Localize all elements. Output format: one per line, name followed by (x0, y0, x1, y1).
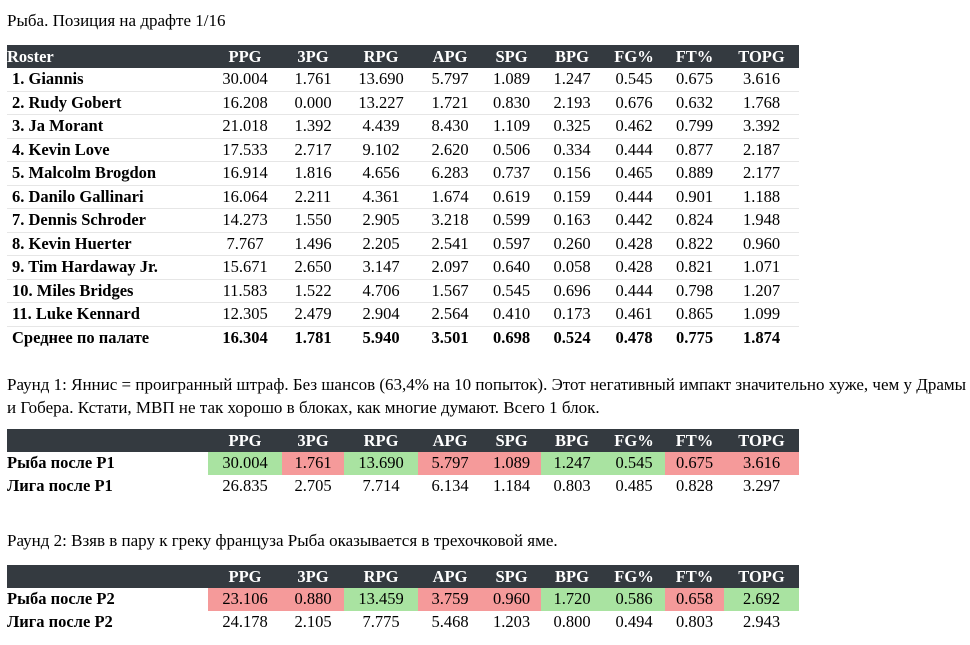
stat-cell: 2.564 (418, 303, 482, 327)
stat-cell: 3.616 (724, 68, 799, 91)
team-label: Рыба после Р1 (7, 453, 115, 472)
stat-cell: 1.874 (742, 327, 781, 347)
stat-cell: 4.706 (344, 279, 418, 303)
stat-cell: 0.442 (603, 209, 665, 233)
player-name: 6. Danilo Gallinari (7, 185, 208, 209)
stat-cell: 16.914 (208, 162, 282, 186)
stat-cell: 0.444 (603, 185, 665, 209)
stat-cell: 1.550 (282, 209, 344, 233)
stat-cell: 0.698 (492, 327, 531, 347)
stat-cell: 0.640 (482, 256, 541, 280)
stat-cell: 1.567 (418, 279, 482, 303)
stat-cell: 0.156 (541, 162, 603, 186)
stat-cell: 0.632 (665, 91, 724, 115)
stat-cell: 1.721 (418, 91, 482, 115)
stat-cell: 3.218 (418, 209, 482, 233)
stat-cell: 1.720 (541, 588, 603, 611)
player-name: 10. Miles Bridges (7, 279, 208, 303)
stat-cell: 0.334 (541, 138, 603, 162)
stat-cell: 1.203 (492, 611, 531, 631)
stat-cell: 0.877 (665, 138, 724, 162)
stat-cell: 0.675 (665, 452, 724, 475)
col-header: TOPG (724, 429, 799, 452)
stat-cell: 0.799 (665, 115, 724, 139)
stat-cell: 13.227 (344, 91, 418, 115)
stat-cell: 0.444 (603, 279, 665, 303)
col-header: APG (418, 565, 482, 588)
stat-cell: 3.297 (742, 475, 781, 495)
stat-cell: 30.004 (208, 68, 282, 91)
stat-cell: 16.304 (222, 327, 268, 347)
stat-cell: 5.797 (418, 452, 482, 475)
col-header: FT% (665, 565, 724, 588)
stat-cell: 2.205 (344, 232, 418, 256)
stat-cell: 2.479 (282, 303, 344, 327)
league-label: Лига после Р1 (7, 475, 113, 495)
col-header: FG% (603, 429, 665, 452)
round1-header-row (7, 429, 799, 452)
player-name: 9. Tim Hardaway Jr. (7, 256, 208, 280)
col-header: FG% (603, 565, 665, 588)
stat-cell: 0.163 (541, 209, 603, 233)
team-label: Рыба после Р2 (7, 589, 115, 608)
col-header: RPG (344, 45, 418, 68)
stat-cell: 3.759 (418, 588, 482, 611)
stat-cell: 2.692 (724, 588, 799, 611)
stat-cell: 0.410 (482, 303, 541, 327)
stat-cell: 12.305 (208, 303, 282, 327)
col-header: BPG (541, 45, 603, 68)
round2-body (7, 588, 799, 633)
table-row (7, 279, 799, 303)
stat-cell: 1.948 (724, 209, 799, 233)
stat-cell: 0.506 (482, 138, 541, 162)
stat-cell: 0.000 (282, 91, 344, 115)
player-name: 5. Malcolm Brogdon (7, 162, 208, 186)
round2-header-row (7, 565, 799, 588)
stat-cell: 0.824 (665, 209, 724, 233)
stat-cell: 1.761 (282, 68, 344, 91)
round1-table (7, 429, 799, 497)
stat-cell: 0.889 (665, 162, 724, 186)
col-header: RPG (344, 565, 418, 588)
stat-cell: 1.207 (724, 279, 799, 303)
stat-cell: 2.943 (742, 611, 781, 631)
stat-cell: 0.545 (482, 279, 541, 303)
stat-cell: 7.767 (208, 232, 282, 256)
stat-cell: 1.188 (724, 185, 799, 209)
stat-cell: 3.147 (344, 256, 418, 280)
stat-cell: 8.430 (418, 115, 482, 139)
col-header: FT% (665, 429, 724, 452)
col-header: BPG (541, 429, 603, 452)
stat-cell: 0.619 (482, 185, 541, 209)
stat-cell: 0.159 (541, 185, 603, 209)
stat-cell: 0.478 (615, 327, 653, 347)
stat-cell: 4.656 (344, 162, 418, 186)
stat-cell: 0.737 (482, 162, 541, 186)
stat-cell: 0.428 (603, 256, 665, 280)
col-header: SPG (482, 565, 541, 588)
team-row (7, 588, 799, 611)
stat-cell: 13.459 (344, 588, 418, 611)
stat-cell: 0.822 (665, 232, 724, 256)
stat-cell: 0.173 (541, 303, 603, 327)
stat-cell: 4.439 (344, 115, 418, 139)
table-row (7, 68, 799, 91)
stat-cell: 23.106 (208, 588, 282, 611)
round1-commentary: Раунд 1: Яннис = проигранный штраф. Без шансов (63,4% на 10 попыток). Этот негативный импакт значительно хуже, чем у Драмы и Гобера. Кстати, МВП не так хорошо в блоках, как многие думают. Всего 1 блок. (7, 375, 967, 417)
average-label: Среднее по палате (12, 327, 150, 347)
league-row (7, 475, 799, 498)
stat-cell: 2.650 (282, 256, 344, 280)
stat-cell: 0.901 (665, 185, 724, 209)
stat-cell: 0.658 (665, 588, 724, 611)
stat-cell: 2.105 (294, 611, 332, 631)
stat-cell: 2.905 (344, 209, 418, 233)
player-name: 3. Ja Morant (7, 115, 208, 139)
stat-cell: 14.273 (208, 209, 282, 233)
stat-cell: 2.097 (418, 256, 482, 280)
stat-cell: 0.485 (615, 475, 653, 495)
page-title: Рыба. Позиция на драфте 1/16 (7, 11, 226, 30)
stat-cell: 0.586 (603, 588, 665, 611)
stat-cell: 0.960 (482, 588, 541, 611)
stat-cell: 0.599 (482, 209, 541, 233)
player-name: 1. Giannis (7, 68, 208, 91)
stat-cell: 13.690 (344, 452, 418, 475)
stat-cell: 1.768 (724, 91, 799, 115)
table-row (7, 115, 799, 139)
col-header: FT% (665, 45, 724, 68)
stat-cell: 0.524 (553, 327, 591, 347)
round2-commentary: Раунд 2: Взяв в пару к греку француза Рыба оказывается в трехочковой яме. (7, 531, 558, 550)
stat-cell: 2.177 (724, 162, 799, 186)
stat-cell: 0.058 (541, 256, 603, 280)
stat-cell: 0.494 (615, 611, 653, 631)
stat-cell: 1.392 (282, 115, 344, 139)
stat-cell: 21.018 (208, 115, 282, 139)
stat-cell: 1.816 (282, 162, 344, 186)
stat-cell: 1.247 (541, 452, 603, 475)
table-row (7, 256, 799, 280)
col-header: Roster (7, 45, 208, 68)
stat-cell: 2.717 (282, 138, 344, 162)
round2-table (7, 565, 799, 633)
team-row (7, 452, 799, 475)
col-header: APG (418, 45, 482, 68)
stat-cell: 16.208 (208, 91, 282, 115)
stat-cell: 0.775 (675, 327, 714, 347)
col-header: PPG (208, 565, 282, 588)
stat-cell: 0.545 (603, 68, 665, 91)
col-header: SPG (482, 429, 541, 452)
roster-body (7, 68, 799, 349)
player-name: 2. Rudy Gobert (7, 91, 208, 115)
stat-cell: 2.620 (418, 138, 482, 162)
stat-cell: 0.461 (603, 303, 665, 327)
player-name: 7. Dennis Schroder (7, 209, 208, 233)
stat-cell: 0.597 (482, 232, 541, 256)
stat-cell: 0.465 (603, 162, 665, 186)
col-header: RPG (344, 429, 418, 452)
table-row (7, 232, 799, 256)
stat-cell: 0.325 (541, 115, 603, 139)
col-header: 3PG (282, 565, 344, 588)
stat-cell: 0.830 (482, 91, 541, 115)
stat-cell: 2.187 (724, 138, 799, 162)
stat-cell: 1.247 (541, 68, 603, 91)
table-row (7, 91, 799, 115)
col-header: 3PG (282, 45, 344, 68)
stat-cell: 2.193 (541, 91, 603, 115)
stat-cell: 17.533 (208, 138, 282, 162)
col-header: APG (418, 429, 482, 452)
stat-cell: 30.004 (208, 452, 282, 475)
stat-cell: 0.828 (675, 475, 714, 495)
table-row (7, 185, 799, 209)
stat-cell: 0.260 (541, 232, 603, 256)
stat-cell: 0.800 (553, 611, 591, 631)
stat-cell: 0.798 (665, 279, 724, 303)
player-name: 8. Kevin Huerter (7, 232, 208, 256)
stat-cell: 6.134 (431, 475, 469, 495)
col-header: FG% (603, 45, 665, 68)
stat-cell: 0.428 (603, 232, 665, 256)
stat-cell: 7.775 (362, 611, 400, 631)
stat-cell: 1.099 (724, 303, 799, 327)
table-row (7, 138, 799, 162)
stat-cell: 13.690 (344, 68, 418, 91)
stat-cell: 4.361 (344, 185, 418, 209)
roster-table (7, 45, 799, 349)
col-header: TOPG (724, 45, 799, 68)
stat-cell: 5.940 (362, 327, 400, 347)
stat-cell: 1.089 (482, 68, 541, 91)
stat-cell: 0.444 (603, 138, 665, 162)
stat-cell: 15.671 (208, 256, 282, 280)
stat-cell: 0.880 (282, 588, 344, 611)
stat-cell: 2.211 (282, 185, 344, 209)
stat-cell: 0.960 (724, 232, 799, 256)
stat-cell: 1.522 (282, 279, 344, 303)
stat-cell: 0.821 (665, 256, 724, 280)
roster-header-row (7, 45, 799, 68)
table-row (7, 162, 799, 186)
stat-cell: 0.803 (553, 475, 591, 495)
stat-cell: 0.462 (603, 115, 665, 139)
col-header: 3PG (282, 429, 344, 452)
league-row (7, 611, 799, 634)
stat-cell: 1.674 (418, 185, 482, 209)
stat-cell: 3.392 (724, 115, 799, 139)
col-header-empty (7, 565, 208, 588)
stat-cell: 1.781 (294, 327, 332, 347)
stat-cell: 1.184 (492, 475, 531, 495)
col-header: BPG (541, 565, 603, 588)
stat-cell: 1.089 (482, 452, 541, 475)
stat-cell: 3.616 (724, 452, 799, 475)
stat-cell: 2.904 (344, 303, 418, 327)
col-header: TOPG (724, 565, 799, 588)
stat-cell: 1.109 (482, 115, 541, 139)
stat-cell: 1.496 (282, 232, 344, 256)
stat-cell: 5.797 (418, 68, 482, 91)
stat-cell: 1.071 (724, 256, 799, 280)
stat-cell: 5.468 (431, 611, 469, 631)
stat-cell: 2.541 (418, 232, 482, 256)
stat-cell: 24.178 (222, 611, 268, 631)
stat-cell: 0.545 (603, 452, 665, 475)
stat-cell: 1.761 (282, 452, 344, 475)
col-header: PPG (208, 45, 282, 68)
round1-body (7, 452, 799, 497)
stat-cell: 0.696 (541, 279, 603, 303)
col-header-empty (7, 429, 208, 452)
stat-cell: 7.714 (362, 475, 400, 495)
stat-cell: 0.803 (675, 611, 714, 631)
stat-cell: 2.705 (294, 475, 332, 495)
col-header: SPG (482, 45, 541, 68)
stat-cell: 0.865 (665, 303, 724, 327)
stat-cell: 0.676 (603, 91, 665, 115)
stat-cell: 16.064 (208, 185, 282, 209)
player-name: 11. Luke Kennard (7, 303, 208, 327)
table-row (7, 209, 799, 233)
stat-cell: 0.675 (665, 68, 724, 91)
average-row (7, 326, 799, 349)
table-row (7, 303, 799, 327)
stat-cell: 26.835 (222, 475, 268, 495)
stat-cell: 11.583 (208, 279, 282, 303)
col-header: PPG (208, 429, 282, 452)
player-name: 4. Kevin Love (7, 138, 208, 162)
stat-cell: 3.501 (431, 327, 469, 347)
league-label: Лига после Р2 (7, 611, 113, 631)
stat-cell: 9.102 (344, 138, 418, 162)
stat-cell: 6.283 (418, 162, 482, 186)
